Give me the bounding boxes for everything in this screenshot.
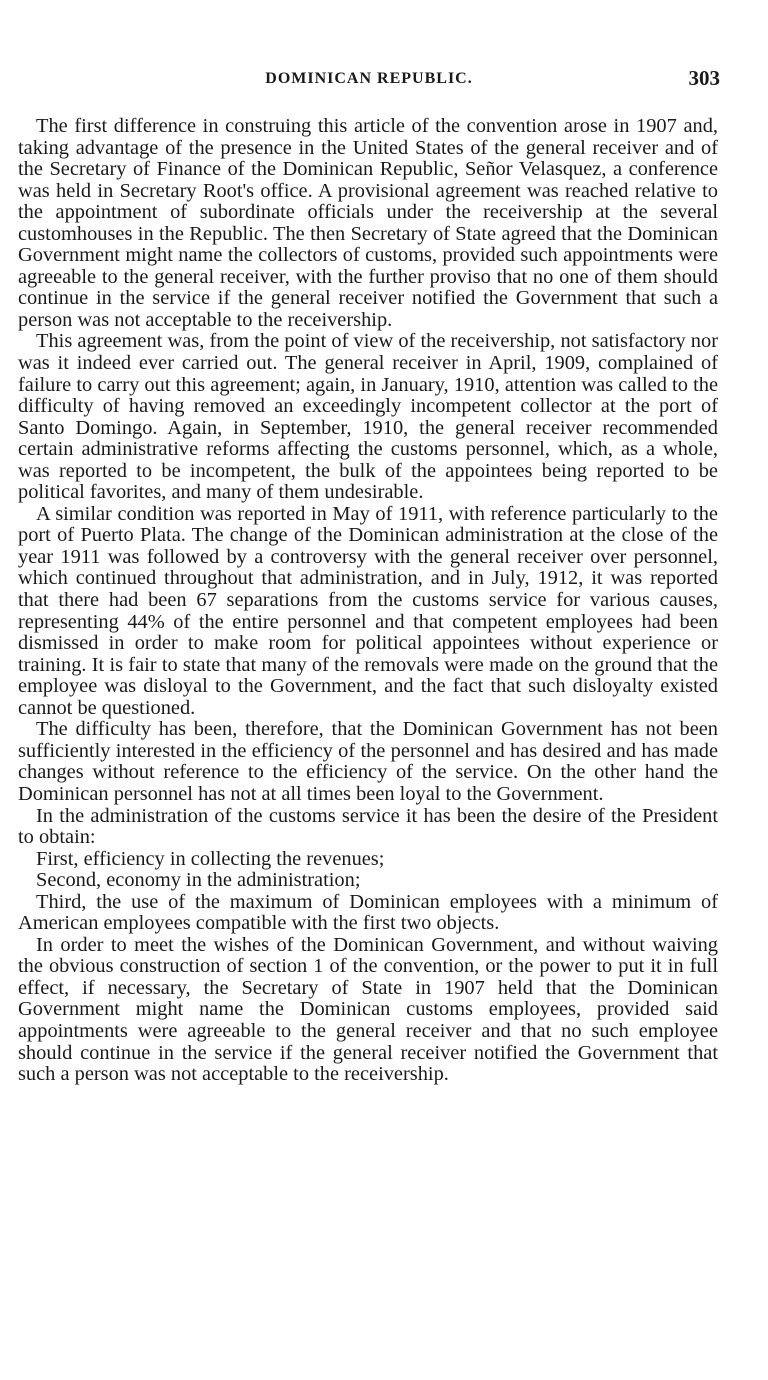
- paragraph: This agreement was, from the point of view of the receivership, not satisfactory nor was it indeed ever carried out. The general receiver in April, 1909, complained of failure to carry out this agreement; again, in January, 1910, attention was called to the difficulty of having removed an exceedingly incompetent collector at the port of Santo Domingo. Again, in September, 1910, the general receiver recommended certain administrative reforms affecting the customs personnel, which, as a whole, was reported to be incompetent, the bulk of the appointees being reported to be political favorites, and many of them undesirable.: [18, 330, 718, 504]
- list-item: Second, economy in the administration;: [36, 869, 361, 892]
- closing-paragraph: In order to meet the wishes of the Dominican Government, and without waiving the obvious construction of section 1 of the convention, or the power to put it in full effect, if necessary, the Secretary of State in 1907 held that the Dominican Government might name the Dominican customs employees, provided said appointments were agreeable to the general receiver and that no such employee should continue in the service if the general receiver notified the Government that such a person was not acceptable to the receivership.: [18, 933, 718, 1086]
- body-text: [18, 116, 718, 1086]
- page-number: 303: [688, 66, 720, 90]
- list-item: First, efficiency in collecting the revenues;: [36, 847, 385, 870]
- paragraph: The first difference in construing this article of the convention arose in 1907 and, taking advantage of the presence in the United States of the general receiver and of the Secretary of Finance of the Dominican Republic, Señor Velasquez, a conference was held in Secretary Root's office. A provisional agreement was reached relative to the appointment of subordinate officials under the receivership at the several customhouses in the Republic. The then Secretary of State agreed that the Dominican Government might name the collectors of customs, provided such appointments were agreeable to the general receiver, with the further proviso that no one of them should continue in the service if the general receiver notified the Government that such a person was not acceptable to the receivership.: [18, 115, 718, 331]
- list-item: Third, the use of the maximum of Dominican employees with a minimum of American employees compatible with the first two objects.: [18, 890, 718, 935]
- page-header: [18, 66, 720, 100]
- running-head: DOMINICAN REPUBLIC.: [265, 70, 473, 87]
- paragraph: In the administration of the customs service it has been the desire of the President to obtain:: [18, 804, 718, 849]
- paragraph: A similar condition was reported in May of 1911, with reference particularly to the port of Puerto Plata. The change of the Dominican administration at the close of the year 1911 was followed by a controversy with the general receiver over personnel, which continued throughout that administration, and in July, 1912, it was reported that there had been 67 separations from the customs service for various causes, representing 44% of the entire personnel and that competent employees had been dismissed in order to make room for political appointees without experience or training. It is fair to state that many of the removals were made on the ground that the employee was disloyal to the Government, and the fact that such disloyalty existed cannot be questioned.: [18, 502, 718, 719]
- paragraph: The difficulty has been, therefore, that the Dominican Government has not been sufficiently interested in the efficiency of the personnel and has desired and has made changes without reference to the efficiency of the service. On the other hand the Dominican personnel has not at all times been loyal to the Government.: [18, 718, 718, 805]
